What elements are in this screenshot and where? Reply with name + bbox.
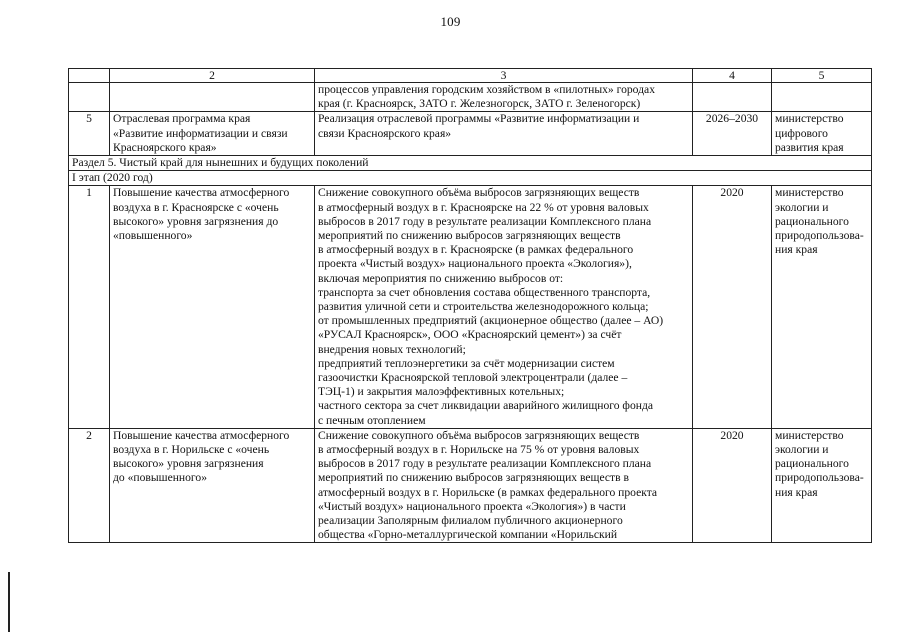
measure-description <box>315 112 693 156</box>
text-line: в атмосферный воздух в г. Норильске на 75 % от уровня валовых <box>318 443 640 457</box>
text-line: газоочистки Красноярской тепловой электроцентрали (далее – <box>318 371 628 385</box>
text-line: края (г. Красноярск, ЗАТО г. Железногорск, ЗАТО г. Зеленогорск) <box>318 97 641 111</box>
measure-title <box>110 112 315 156</box>
text-line: ния края <box>775 485 818 499</box>
text-line: Отраслевая программа края <box>113 112 251 126</box>
text-line: в атмосферный воздух в г. Красноярске на 22 % от уровня валовых <box>318 200 649 214</box>
text-line: воздуха в г. Норильске с «очень <box>113 443 270 457</box>
section-row <box>69 156 872 171</box>
text-line: связи Красноярского края» <box>318 126 452 140</box>
table-header-row <box>69 69 872 83</box>
text-line: высокого» уровня загрязнения до <box>113 214 279 228</box>
text-line: в атмосферный воздух в г. Красноярске (в рамках федерального <box>318 243 634 257</box>
text-line: частного сектора за счет ликвидации аварийного жилищного фонда <box>318 399 653 413</box>
measure-description <box>315 428 693 542</box>
header-col-1 <box>69 69 110 83</box>
text-line: природопользова- <box>775 229 864 243</box>
measure-title <box>110 186 315 428</box>
text-line: включая мероприятия по снижению выбросов от: <box>318 271 564 285</box>
table-row-1 <box>69 186 872 428</box>
text-line: реализации Заполярным филиалом публичного акционерного <box>318 514 623 528</box>
text-line: «РУСАЛ Красноярск», ООО «Красноярский цемент») за счёт <box>318 328 622 342</box>
text-line: цифрового <box>775 126 828 140</box>
measure-description <box>315 186 693 428</box>
text-line: от промышленных предприятий (акционерное общество (далее – АО) <box>318 314 664 328</box>
cell-empty <box>69 83 110 112</box>
text-line: проекта «Чистый воздух» национального проекта «Экология»), <box>318 257 632 271</box>
text-line: атмосферный воздух в г. Норильске (в рамках федерального проекта <box>318 485 658 499</box>
row-number: 1 <box>69 186 110 428</box>
text-line: министерство <box>775 186 844 200</box>
text-line: мероприятий по снижению выбросов загрязняющих веществ в <box>318 471 629 485</box>
cell-empty <box>772 83 872 112</box>
responsible-body <box>772 112 872 156</box>
text-line: процессов управления городским хозяйством в «пилотных» городах <box>318 83 655 96</box>
text-line: экологии и <box>775 443 829 457</box>
continuation-description <box>315 83 693 112</box>
text-line: предприятий теплоэнергетики за счёт модернизации систем <box>318 356 615 370</box>
text-line: Реализация отраслевой программы «Развитие информатизации и <box>318 112 640 126</box>
text-line: ТЭЦ-1) и закрытия малоэффективных котельных; <box>318 385 565 399</box>
measure-period: 2026–2030 <box>693 112 772 156</box>
header-col-4: 4 <box>693 69 772 83</box>
text-line: Повышение качества атмосферного <box>113 428 290 442</box>
measure-title <box>110 428 315 542</box>
cell-empty <box>693 83 772 112</box>
row-number: 2 <box>69 428 110 542</box>
text-line: рационального <box>775 214 849 228</box>
text-line: ния края <box>775 243 818 257</box>
page-number: 109 <box>440 14 461 29</box>
measure-year: 2020 <box>693 186 772 428</box>
measures-table <box>68 68 872 543</box>
header-col-2: 2 <box>110 69 315 83</box>
responsible-body <box>772 428 872 542</box>
stage-row <box>69 171 872 186</box>
text-line: с печным отоплением <box>318 413 426 427</box>
text-line: «повышенного» <box>113 229 193 243</box>
text-line: природопользова- <box>775 471 864 485</box>
measure-year: 2020 <box>693 428 772 542</box>
text-line: высокого» уровня загрязнения <box>113 457 264 471</box>
table-row-5 <box>69 112 872 156</box>
text-line: Снижение совокупного объёма выбросов загрязняющих веществ <box>318 428 640 442</box>
text-line: рационального <box>775 457 849 471</box>
text-line: до «повышенного» <box>113 471 207 485</box>
text-line: Снижение совокупного объёма выбросов загрязняющих веществ <box>318 186 640 200</box>
text-line: министерство <box>775 112 844 126</box>
text-line: экологии и <box>775 200 829 214</box>
text-line: транспорта за счет обновления состава общественного транспорта, <box>318 285 651 299</box>
text-line: внедрения новых технологий; <box>318 342 466 356</box>
text-line: «Развитие информатизации и связи <box>113 126 288 140</box>
text-line: «Чистый воздух» национального проекта «Экология») в части <box>318 499 626 513</box>
responsible-body <box>772 186 872 428</box>
text-line: министерство <box>775 428 844 442</box>
text-line: Повышение качества атмосферного <box>113 186 290 200</box>
scan-margin-mark <box>8 572 10 632</box>
header-col-5: 5 <box>772 69 872 83</box>
text-line: воздуха в г. Красноярске с «очень <box>113 200 279 214</box>
text-line: общества «Горно-металлургической компании «Норильский <box>318 528 618 542</box>
text-line: выбросов в 2017 году в результате реализации Комплексного плана <box>318 457 652 471</box>
cell-empty <box>110 83 315 112</box>
text-line: развития края <box>775 140 844 154</box>
text-line: мероприятий по снижению выбросов загрязняющих веществ <box>318 229 621 243</box>
table-row-continuation <box>69 83 872 112</box>
text-line: выбросов в 2017 году в результате реализации Комплексного плана <box>318 214 652 228</box>
row-number: 5 <box>69 112 110 156</box>
table-row-2 <box>69 428 872 542</box>
text-line: развития уличной сети и строительства железнодорожного кольца; <box>318 300 649 314</box>
text-line: Красноярского края» <box>113 140 217 154</box>
section-title: Раздел 5. Чистый край для нынешних и будущих поколений <box>69 156 872 171</box>
header-col-3: 3 <box>315 69 693 83</box>
stage-title: I этап (2020 год) <box>69 171 872 186</box>
